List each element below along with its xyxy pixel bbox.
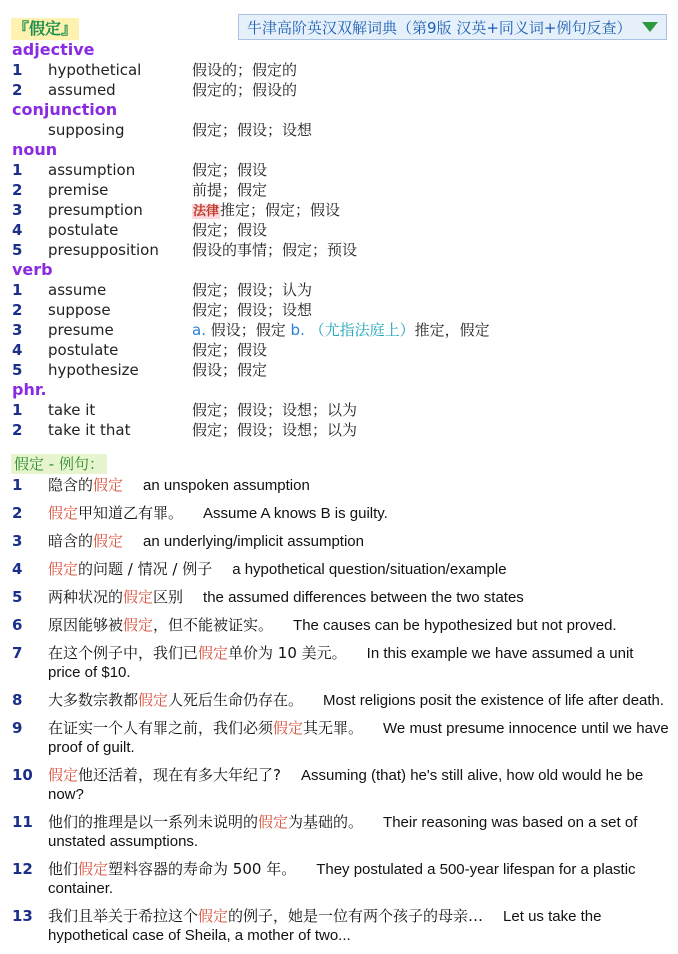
example-row <box>12 766 670 804</box>
sense-row <box>12 340 672 360</box>
example-number: 10 <box>12 766 33 784</box>
domain-tag: 法律 <box>193 204 220 219</box>
headword <box>11 18 79 40</box>
sense-word-link[interactable]: assume <box>48 281 107 299</box>
sense-meaning: 假设；假定 <box>192 361 268 379</box>
example-en-text: Most religions posit the existence of life after death. <box>323 692 665 709</box>
sense-word-link[interactable]: hypothetical <box>48 61 142 79</box>
sense-row <box>12 280 672 300</box>
example-zh-text: 单价为 10 美元。 <box>228 644 347 662</box>
example-zh-text: 隐含的 <box>48 476 94 494</box>
pos-label: phr. <box>12 380 47 399</box>
example-zh-text: 甲知道乙有罪。 <box>78 504 184 522</box>
example-en-text: an unspoken assumption <box>143 477 310 494</box>
example-highlight: 假定 <box>48 560 79 578</box>
sense-row <box>12 60 672 80</box>
sense-word-link[interactable]: assumed <box>48 81 116 99</box>
examples-title: 假定 - 例句： <box>11 454 107 474</box>
sense-meaning: 推定；假定；假设 <box>220 201 341 219</box>
sense-word-link[interactable]: postulate <box>48 341 119 359</box>
sense-number: 2 <box>12 81 23 99</box>
example-en-text: Assume A knows B is guilty. <box>203 505 388 522</box>
sense-meaning: 推定，假定 <box>414 321 490 339</box>
example-number: 13 <box>12 907 33 925</box>
example-zh-text: 其无罪。 <box>303 719 364 737</box>
example-row <box>12 907 670 945</box>
example-en-text: We must presume innocence until we have proof of guilt. <box>48 720 669 756</box>
dictionary-selector[interactable] <box>238 14 667 40</box>
sense-number: 4 <box>12 341 23 359</box>
sense-word-link[interactable]: hypothesize <box>48 361 139 379</box>
sense-row <box>12 80 672 100</box>
sense-word-link[interactable]: take it that <box>48 421 131 439</box>
examples-list <box>12 476 670 954</box>
example-row <box>12 504 670 523</box>
sense-meaning-group <box>192 200 340 222</box>
example-number: 12 <box>12 860 33 878</box>
example-number: 5 <box>12 588 23 606</box>
example-row <box>12 691 670 710</box>
sense-number: 1 <box>12 61 23 79</box>
sense-row <box>12 360 672 380</box>
sense-number: 3 <box>12 201 23 219</box>
sense-row <box>12 220 672 240</box>
example-row <box>12 560 670 579</box>
sense-number: 2 <box>12 181 23 199</box>
example-zh-text: 他还活着，现在有多大年纪了? <box>78 766 281 784</box>
example-zh-text: 原因能够被 <box>48 616 124 634</box>
example-highlight: 假定 <box>123 616 154 634</box>
example-zh-text: ，但不能被证实。 <box>153 616 274 634</box>
example-zh-text: 两种状况的 <box>48 588 124 606</box>
example-highlight: 假定 <box>123 588 154 606</box>
example-en-text: an underlying/implicit assumption <box>143 533 364 550</box>
sense-meaning: 假设；假定 <box>210 321 286 339</box>
example-highlight: 假定 <box>258 813 289 831</box>
sense-number: 3 <box>12 321 23 339</box>
example-en-text: Their reasoning was based on a set of unstated assumptions. <box>48 814 638 850</box>
example-number: 8 <box>12 691 23 709</box>
example-row <box>12 860 670 898</box>
sense-word-link[interactable]: presume <box>48 321 114 339</box>
example-zh-text: 在证实一个人有罪之前，我们必须 <box>48 719 274 737</box>
example-zh-text: 在这个例子中，我们已 <box>48 644 199 662</box>
example-row <box>12 719 670 757</box>
sense-row <box>12 160 672 180</box>
example-row <box>12 476 670 495</box>
example-en-text: The causes can be hypothesized but not proved. <box>293 617 617 634</box>
example-en-text: Assuming (that) he's still alive, how old would he be now? <box>48 767 644 803</box>
example-row <box>12 616 670 635</box>
sense-meaning: 假定；假设 <box>192 161 268 179</box>
sense-row <box>12 240 672 260</box>
sense-row <box>12 180 672 200</box>
sense-number: 2 <box>12 421 23 439</box>
sense-word-link[interactable]: presupposition <box>48 241 159 259</box>
example-en-text: the assumed differences between the two states <box>203 589 524 606</box>
example-number: 7 <box>12 644 23 662</box>
example-zh-text: 大多数宗教都 <box>48 691 139 709</box>
sense-word-link[interactable]: presumption <box>48 201 143 219</box>
sub-sense-marker: a. <box>192 321 206 339</box>
example-highlight: 假定 <box>48 766 79 784</box>
sense-word-link[interactable]: postulate <box>48 221 119 239</box>
example-en-text: They postulated a 500-year lifespan for a plastic container. <box>48 861 636 897</box>
sense-meaning-group <box>192 320 490 340</box>
sense-meaning: 假设的事情；假定；预设 <box>192 241 358 259</box>
sense-meaning: 假设的；假定的 <box>192 61 298 79</box>
sense-meaning: 假定；假设；设想 <box>192 301 313 319</box>
sense-meaning: 假定；假设；认为 <box>192 281 313 299</box>
sense-number: 1 <box>12 161 23 179</box>
dropdown-arrow-icon[interactable] <box>642 22 658 32</box>
example-highlight: 假定 <box>138 691 169 709</box>
example-zh-text: 的例子，她是一位有两个孩子的母亲… <box>228 907 484 925</box>
sense-number: 2 <box>12 301 23 319</box>
sense-meaning: 假定；假设；设想；以为 <box>192 401 358 419</box>
sense-number: 1 <box>12 401 23 419</box>
example-row <box>12 588 670 607</box>
pos-label: adjective <box>12 40 95 59</box>
example-number: 6 <box>12 616 23 634</box>
sense-meaning: 假定；假设 <box>192 341 268 359</box>
pos-label: verb <box>12 260 53 279</box>
sense-word-link[interactable]: premise <box>48 181 109 199</box>
example-number: 4 <box>12 560 23 578</box>
example-zh-text: 塑料容器的寿命为 500 年。 <box>108 860 297 878</box>
sense-meaning: 假定；假设；设想；以为 <box>192 421 358 439</box>
example-row <box>12 644 670 682</box>
sense-number: 5 <box>12 241 23 259</box>
senses-list <box>12 40 672 440</box>
sense-meaning: 前提；假定 <box>192 181 268 199</box>
example-highlight: 假定 <box>48 504 79 522</box>
example-highlight: 假定 <box>198 644 229 662</box>
example-en-text: Let us take the hypothetical case of Sheila, a mother of two... <box>48 908 602 944</box>
example-zh-text: 暗含的 <box>48 532 94 550</box>
example-number: 3 <box>12 532 23 550</box>
example-highlight: 假定 <box>93 532 124 550</box>
sense-number: 1 <box>12 281 23 299</box>
sense-meaning: 假定的；假设的 <box>192 81 298 99</box>
example-number: 11 <box>12 813 33 831</box>
example-number: 9 <box>12 719 23 737</box>
sense-number: 5 <box>12 361 23 379</box>
sense-word-link[interactable]: take it <box>48 401 96 419</box>
example-zh-text: 他们的推理是以一系列未说明的 <box>48 813 259 831</box>
sense-number: 4 <box>12 221 23 239</box>
pos-label: noun <box>12 140 58 159</box>
example-en-text: a hypothetical question/situation/example <box>232 561 507 578</box>
example-zh-text: 人死后生命仍存在。 <box>168 691 304 709</box>
usage-note: （尤指法庭上） <box>309 321 415 339</box>
example-zh-text: 为基础的。 <box>288 813 364 831</box>
sense-row <box>12 400 672 420</box>
example-row <box>12 532 670 551</box>
example-zh-text: 的问题 / 情况 / 例子 <box>78 560 213 578</box>
example-zh-text: 区别 <box>153 588 184 606</box>
dictionary-name: 牛津高阶英汉双解词典（第9版 汉英+同义词+例句反查） <box>247 18 632 37</box>
sub-sense-marker: b. <box>290 321 305 339</box>
example-highlight: 假定 <box>273 719 304 737</box>
sense-row <box>12 320 672 340</box>
sense-meaning: 假定；假设 <box>192 221 268 239</box>
example-highlight: 假定 <box>198 907 229 925</box>
sense-word-link[interactable]: suppose <box>48 301 111 319</box>
sense-meaning: 假定；假设；设想 <box>192 121 313 139</box>
sense-row <box>12 420 672 440</box>
pos-label: conjunction <box>12 100 118 119</box>
example-highlight: 假定 <box>93 476 124 494</box>
example-number: 1 <box>12 476 23 494</box>
example-row <box>12 813 670 851</box>
sense-row <box>12 120 672 140</box>
example-en-text: In this example we have assumed a unit price of $10. <box>48 645 634 681</box>
headword-label: 『假定』 <box>13 19 78 38</box>
sense-word-link[interactable]: supposing <box>48 121 125 139</box>
sense-row <box>12 300 672 320</box>
example-zh-text: 他们 <box>48 860 79 878</box>
example-zh-text: 我们且举关于希拉这个 <box>48 907 199 925</box>
sense-row <box>12 200 672 220</box>
example-number: 2 <box>12 504 23 522</box>
sense-word-link[interactable]: assumption <box>48 161 136 179</box>
example-highlight: 假定 <box>78 860 109 878</box>
